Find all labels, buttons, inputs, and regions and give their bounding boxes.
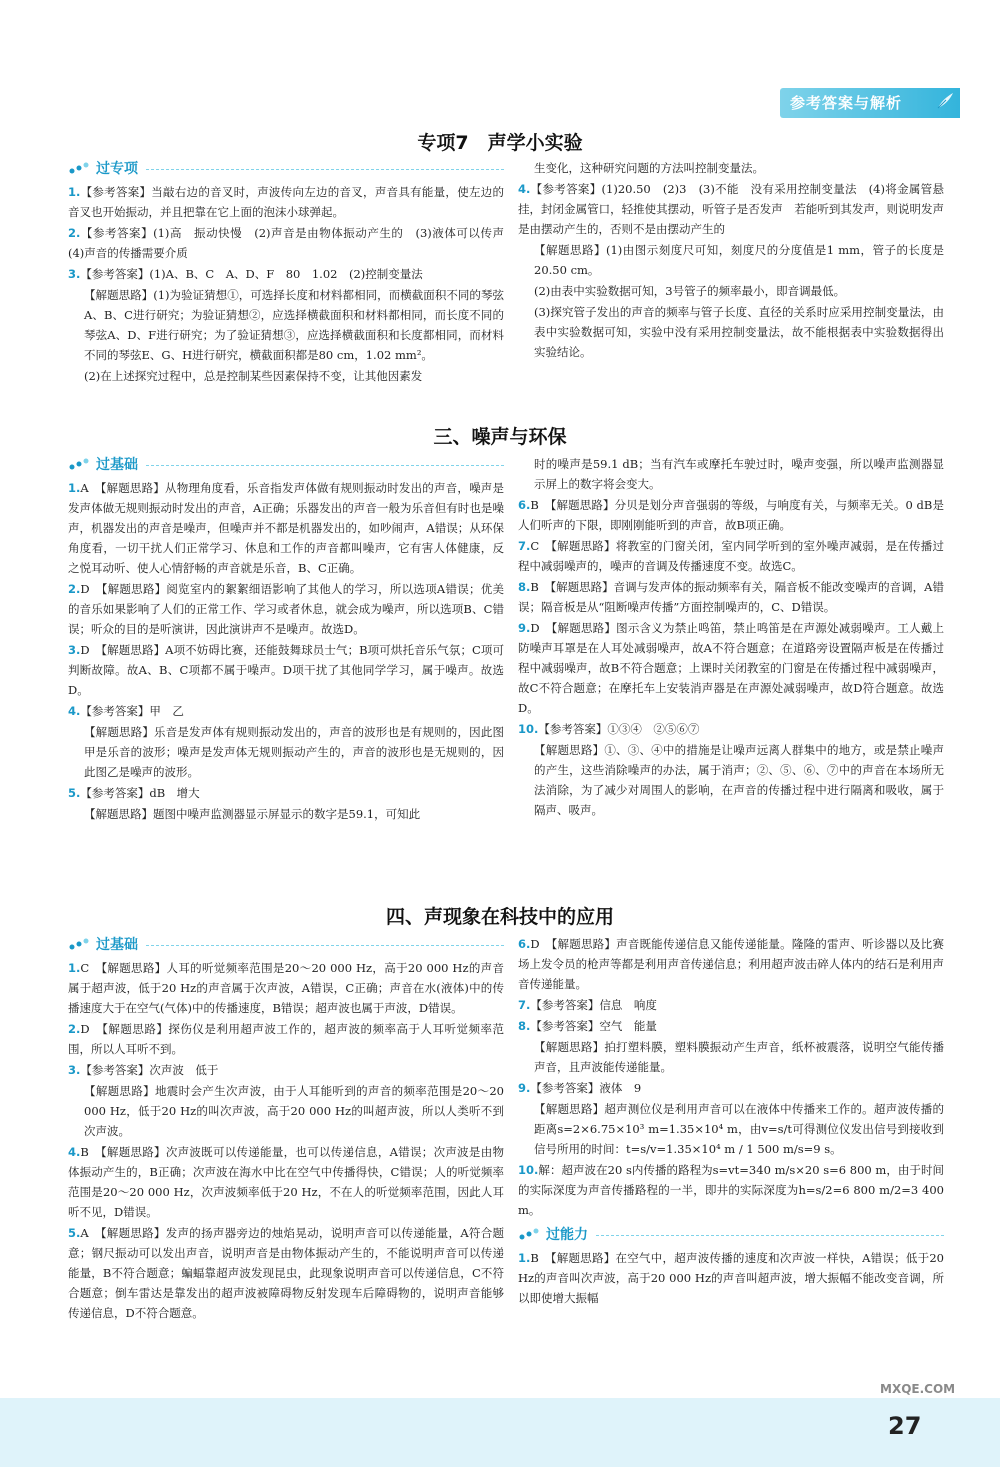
section-bar-label: 过专项 [96, 161, 138, 177]
item-text: A 【解题思路】从物理角度看，乐音指发声体做有规则振动时发出的声音，噪声是发声体做无规则振动时发出的声音，A正确；乐器发出的声音一般为乐音但有时也是噪声，机器发出的声音是噪声，但噪声并不都是机器发出的，如吵闹声，A错误；从环保角度看，一切干扰人们正常学习、休息和工作的声音都叫噪声，它有害人体健康，反之悦耳动听、使人心情舒畅的声音就是乐音，B、C正确。 [68, 481, 504, 575]
section-title-tech-applications: 四、声现象在科技中的应用 [385, 906, 614, 928]
header-label: 参考答案与解析 [790, 94, 903, 112]
item-text: 时的噪声是59.1 dB；当有汽车或摩托车驶过时，噪声变强，所以噪声监测器显示屏上的数字将会变大。 [534, 457, 944, 491]
item-number: 7. [518, 998, 531, 1012]
answer-item [518, 179, 944, 239]
section-bar-rule [146, 945, 504, 946]
item-text: 【解题思路】(1)由图示刻度尺可知，刻度尺的分度值是1 mm，管子的长度是20.50 cm。 [534, 243, 944, 277]
item-number: 4. [518, 182, 531, 196]
answer-item [518, 1078, 944, 1098]
item-text: 【参考答案】(1)高 振动快慢 (2)声音是由物体振动产生的 (3)液体可以传声 (4)声音的传播需要介质 [68, 226, 516, 260]
answer-item [518, 158, 944, 178]
item-text: B 【解题思路】在空气中，超声波传播的速度和次声波一样快，A错误；低于20 Hz的声音叫次声波，高于20 000 Hz的声音叫超声波，增大振幅不能改变音调，所以即使增大振幅 [518, 1251, 944, 1305]
item-text: C 【解题思路】将教室的门窗关闭，室内同学听到的室外噪声减弱，是在传播过程中减弱噪声的，噪声的音调及传播速度不变。故选C。 [518, 539, 944, 573]
footer-band [0, 1398, 1000, 1467]
answer-item [518, 536, 944, 576]
item-number: 9. [518, 621, 531, 635]
section-bar [68, 934, 504, 956]
answer-item [68, 783, 504, 803]
section1-right-column [518, 158, 944, 363]
item-number: 8. [518, 1019, 531, 1033]
item-text: 【解题思路】(1)为验证猜想①，可选择长度和材料都相同，而横截面积不同的琴弦A、B、C进行研究；为验证猜想②，应选择横截面积和材料都相同，而长度不同的琴弦A、D、F进行研究；为了验证猜想③，应选择横截面积和长度都相同，而材料不同的琴弦E、G、H进行研究，横截面积都是80 cm，1.02 mm²。 [84, 288, 504, 362]
item-number: 2. [68, 226, 81, 240]
item-text: 【解题思路】拍打塑料膜，塑料膜振动产生声音，纸杯被震落，说明空气能传播声音，且声波能传递能量。 [534, 1040, 944, 1074]
answer-item [68, 478, 504, 578]
page-number: 27 [888, 1412, 922, 1440]
section-bar [68, 158, 504, 180]
section3-left-column [68, 934, 504, 1324]
answer-item [68, 182, 504, 222]
dots-icon [518, 1228, 542, 1242]
answer-item [518, 302, 944, 362]
item-number: 1. [68, 481, 81, 495]
answer-item [518, 1016, 944, 1036]
answer-item [518, 934, 944, 994]
item-text: (3)探究管子发出的声音的频率与管子长度、直径的关系时应采用控制变量法，由表中实验数据可知，实验中没有采用控制变量法，故不能根据表中实验数据得出实验结论。 [534, 305, 944, 359]
item-text: 【参考答案】甲 乙 [80, 704, 184, 718]
item-number: 2. [68, 1022, 81, 1036]
item-text: 【解题思路】乐音是发声体有规则振动发出的，声音的波形也是有规则的，因此图甲是乐音的波形；噪声是发声体无规则振动产生的，声音的波形也是无规则的，因此图乙是噪声的波形。 [84, 725, 504, 779]
item-number: 1. [68, 185, 81, 199]
answer-item [68, 1223, 504, 1323]
item-text: D 【解题思路】阅览室内的絮絮细语影响了其他人的学习，所以选项A错误；优美的音乐如果影响了人们的正常工作、学习或者休息，就会成为噪声，所以选项B、C错误；听众的目的是听演讲，因此演讲声不是噪声。故选D。 [68, 582, 504, 636]
item-text: D 【解题思路】探伤仪是利用超声波工作的，超声波的频率高于人耳听觉频率范围，所以人耳听不到。 [68, 1022, 504, 1056]
item-number: 3. [68, 267, 81, 281]
item-text: B 【解题思路】音调与发声体的振动频率有关，隔音板不能改变噪声的音调，A错误；隔音板是从“阻断噪声传播”方面控制噪声的，C、D错误。 [518, 580, 944, 614]
answer-item [518, 618, 944, 718]
item-number: 1. [68, 961, 81, 975]
answer-item [518, 740, 944, 820]
section-bar [68, 454, 504, 476]
answer-item [68, 366, 504, 386]
answer-item [68, 958, 504, 1018]
answer-item [68, 701, 504, 721]
dots-icon [68, 938, 92, 952]
dots-icon [68, 162, 92, 176]
item-text: 【参考答案】(1)A、B、C A、D、F 80 1.02 (2)控制变量法 [80, 267, 423, 281]
item-text: B 【解题思路】次声波既可以传递能量，也可以传递信息，A错误；次声波是由物体振动产生的，B正确；次声波在海水中比在空气中传播得快，C错误；人的听觉频率范围是20～20 000 Hz，次声波频率低于20 Hz，不在人的听觉频率范围，因此人耳听不见，D错误。 [68, 1145, 504, 1219]
item-text: D 【解题思路】图示含义为禁止鸣笛，禁止鸣笛是在声源处减弱噪声。工人戴上防噪声耳罩是在人耳处减弱噪声，故A不符合题意；在道路旁设置隔声板是在传播过程中减弱噪声，故B不符合题意；上课时关闭教室的门窗是在传播过程中减弱噪声，故C不符合题意；在摩托车上安装消声器是在声源处减弱噪声，故D符合题意。故选D。 [518, 621, 944, 715]
item-text: 【参考答案】次声波 低于 [80, 1063, 219, 1077]
section2-left-column [68, 454, 504, 825]
item-text: 【解题思路】题图中噪声监测器显示屏显示的数字是59.1，可知此 [84, 807, 421, 821]
item-number: 3. [68, 1063, 81, 1077]
section-bar-ability [518, 1224, 944, 1246]
answer-item [518, 995, 944, 1015]
answer-item [68, 1142, 504, 1222]
answer-item [68, 804, 504, 824]
item-number: 9. [518, 1081, 531, 1095]
item-number: 4. [68, 1145, 81, 1159]
section1-left-column [68, 158, 516, 387]
answer-item [68, 1019, 504, 1059]
answer-item [68, 264, 504, 284]
item-number: 5. [68, 786, 81, 800]
item-text: 【参考答案】(1)20.50 (2)3 (3)不能 没有采用控制变量法 (4)将金属管悬挂，封闭金属管口，轻推使其摆动，听管子是否发声 若能听到其发声，则说明发声是由摆动产生的，否则不是由摆动产生的 [518, 182, 944, 236]
item-number: 5. [68, 1226, 81, 1240]
section-bar-rule [596, 1235, 944, 1236]
answer-item [68, 1081, 504, 1141]
item-number: 2. [68, 582, 81, 596]
section3-right-column [518, 934, 944, 1309]
item-text: 【解题思路】超声测位仪是利用声音可以在液体中传播来工作的。超声波传播的距离s=2×6.75×10³ m=1.35×10⁴ m，由v=s/t可得测位仪发出信号到接收到信号所用的时间：t=s/v=1.35×10⁴ m / 1 500 m/s=9 s。 [534, 1102, 944, 1156]
section-bar-label: 过能力 [546, 1227, 588, 1243]
feather-icon [934, 90, 956, 112]
answer-item [518, 1248, 944, 1308]
item-text: 【参考答案】液体 9 [530, 1081, 642, 1095]
item-number: 7. [518, 539, 531, 553]
answer-item [518, 1099, 944, 1159]
item-number: 10. [518, 1163, 539, 1177]
answer-item [68, 640, 504, 700]
item-text: D 【解题思路】声音既能传递信息又能传递能量。隆隆的雷声、听诊器以及比赛场上发令员的枪声等都是利用声音传递信息；利用超声波击碎人体内的结石是利用声音传递能量。 [518, 937, 944, 991]
item-text: C 【解题思路】人耳的听觉频率范围是20～20 000 Hz，高于20 000 Hz的声音属于超声波，低于20 Hz的声音属于次声波，A错误，C正确；声音在水(液体)中的传播速度大于在空气(气体)中的传播速度，B错误；超声波也属于声波，D错误。 [68, 961, 504, 1015]
answer-item [518, 577, 944, 617]
answer-item [518, 1037, 944, 1077]
item-text: 【参考答案】当敲右边的音叉时，声波传向左边的音叉，声音具有能量，使左边的音叉也开始振动，并且把靠在它上面的泡沫小球弹起。 [68, 185, 504, 219]
section-bar-label: 过基础 [96, 457, 138, 473]
item-text: (2)由表中实验数据可知，3号管子的频率最小，即音调最低。 [534, 284, 846, 298]
item-text: 解：超声波在20 s内传播的路程为s=vt=340 m/s×20 s=6 800 m，由于时间的实际深度为声音传播路程的一半，即井的实际深度为h=s/2=6 800 m/2=3 400 m。 [518, 1163, 944, 1217]
item-text: 【参考答案】①③④ ②⑤⑥⑦ [538, 722, 700, 736]
item-text: 【参考答案】dB 增大 [80, 786, 200, 800]
section-title-acoustic-experiments: 专项7 声学小实验 [417, 132, 583, 154]
section-title-noise: 三、噪声与环保 [433, 426, 567, 448]
answer-item [518, 240, 944, 280]
answer-item [68, 223, 516, 263]
item-text: 【参考答案】信息 响度 [530, 998, 657, 1012]
item-text: B 【解题思路】分贝是划分声音强弱的等级，与响度有关，与频率无关。0 dB是人们听声的下限，即刚刚能听到的声音，故B项正确。 [518, 498, 944, 532]
item-number: 6. [518, 937, 531, 951]
item-text: A 【解题思路】发声的扬声器旁边的烛焰晃动，说明声音可以传递能量，A符合题意；钢尺振动可以发出声音，说明声音是由物体振动产生的，不能说明声音可以传递能量，B不符合题意；蝙蝠靠超声波发现昆虫，此现象说明声音可以传递信息，C不符合题意；倒车雷达是靠发出的超声波被障碍物反射发现车后障碍物的，说明声音能够传递信息，D不符合题意。 [68, 1226, 504, 1320]
answer-item [518, 719, 944, 739]
item-text: 【解题思路】地震时会产生次声波，由于人耳能听到的声音的频率范围是20～20 000 Hz，低于20 Hz的叫次声波，高于20 000 Hz的叫超声波，所以人类听不到次声波。 [84, 1084, 504, 1138]
answer-item [518, 495, 944, 535]
answer-item [518, 454, 944, 494]
section-bar-label: 过基础 [96, 937, 138, 953]
answer-item [68, 722, 504, 782]
section-bar-rule [146, 169, 504, 170]
item-number: 3. [68, 643, 81, 657]
item-number: 6. [518, 498, 531, 512]
answer-item [68, 579, 504, 639]
answer-item [68, 285, 504, 365]
watermark-logo: MXQE.COM [880, 1382, 956, 1396]
answer-item [518, 281, 944, 301]
item-text: (2)在上述探究过程中，总是控制某些因素保持不变，让其他因素发 [84, 369, 423, 383]
dots-icon [68, 458, 92, 472]
item-text: 【参考答案】空气 能量 [530, 1019, 657, 1033]
item-number: 8. [518, 580, 531, 594]
item-number: 4. [68, 704, 81, 718]
item-text: 【解题思路】①、③、④中的措施是让噪声远离人群集中的地方，或是禁止噪声的产生，这些消除噪声的办法，属于消声；②、⑤、⑥、⑦中的声音在本场所无法消除，为了减少对周围人的影响，在声音的传播过程中进行隔离和吸收，属于隔声、吸声。 [534, 743, 944, 817]
item-text: 生变化，这种研究问题的方法叫控制变量法。 [534, 161, 764, 175]
answer-item [518, 1160, 944, 1220]
section-bar-rule [146, 465, 504, 466]
section2-right-column [518, 454, 944, 821]
item-number: 1. [518, 1251, 531, 1265]
item-number: 10. [518, 722, 539, 736]
item-text: D 【解题思路】A项不妨碍比赛，还能鼓舞球员士气；B项可烘托音乐气氛；C项可判断故障。故A、B、C项都不属于噪声。D项干扰了其他同学学习，属于噪声。故选D。 [68, 643, 504, 697]
answer-item [68, 1060, 504, 1080]
